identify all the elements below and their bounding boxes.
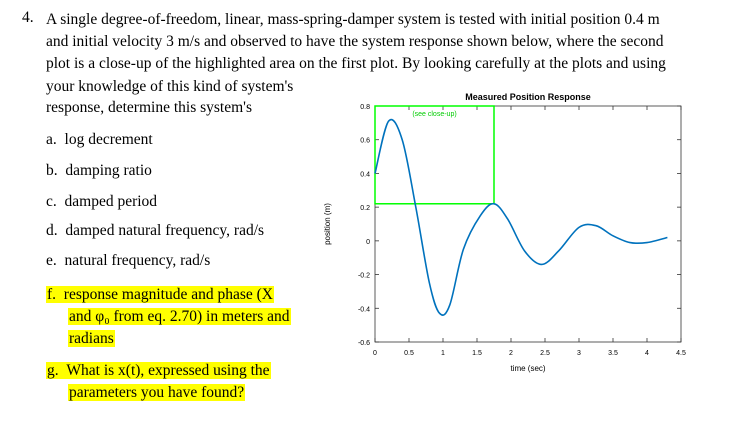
- item-text: parameters you have found?: [69, 384, 245, 401]
- x-tick-label: 1: [441, 350, 445, 357]
- y-tick-label: 0.8: [360, 104, 370, 111]
- y-tick-label: -0.6: [357, 340, 370, 347]
- item-d: [46, 220, 264, 241]
- item-text: damping ratio: [65, 162, 152, 179]
- item-text: and φ₀ from eq. 2.70) in meters and: [69, 308, 290, 325]
- y-axis-label: position (m): [323, 203, 332, 245]
- item-text: log decrement: [64, 131, 153, 148]
- x-tick-label: 4: [645, 350, 649, 357]
- item-e: [46, 250, 210, 271]
- x-tick-label: 0.5: [404, 350, 414, 357]
- close-up-label: (see close-up): [412, 111, 457, 118]
- item-c: [46, 191, 157, 212]
- x-axis-label: time (sec): [510, 364, 546, 373]
- problem-line-5: response, determine this system's: [46, 99, 252, 116]
- item-text: What is x(t), expressed using the: [66, 362, 270, 379]
- y-tick-label: 0: [366, 238, 370, 246]
- item-text: response magnitude and phase (X: [63, 286, 273, 303]
- item-letter: b.: [46, 162, 58, 179]
- item-f-line-3: [68, 328, 115, 349]
- position-response-chart: [316, 88, 696, 380]
- item-f-line-2: [68, 306, 291, 327]
- item-letter: g.: [47, 362, 59, 379]
- x-tick-label: 4.5: [676, 350, 686, 357]
- item-text: radians: [69, 330, 114, 347]
- problem-line-2: and initial velocity 3 m/s and observed to have the system response shown below, where the second: [46, 33, 664, 50]
- x-tick-label: 2: [509, 350, 513, 357]
- y-tick-label: -0.2: [357, 272, 370, 280]
- item-letter: d.: [46, 222, 58, 239]
- chart-title: Measured Position Response: [465, 92, 591, 102]
- item-g-line-1: [46, 360, 271, 381]
- item-text: damped period: [64, 193, 158, 210]
- x-tick-label: 3.5: [608, 350, 618, 357]
- y-tick-label: 0.4: [360, 171, 370, 179]
- item-letter: f.: [47, 286, 57, 303]
- item-g-line-2: [68, 382, 245, 403]
- x-tick-label: 0: [373, 350, 377, 357]
- y-tick-label: -0.4: [357, 306, 370, 314]
- y-tick-label: 0.6: [360, 137, 370, 145]
- problem-line-3: plot is a close-up of the highlighted area on the first plot. By looking carefully at the plots and using: [46, 55, 666, 72]
- item-letter: e.: [46, 252, 57, 269]
- item-b: [46, 160, 152, 181]
- item-text: damped natural frequency, rad/s: [65, 222, 265, 239]
- x-tick-label: 2.5: [540, 350, 550, 357]
- item-f-line-1: [46, 284, 274, 305]
- x-tick-label: 1.5: [472, 350, 482, 357]
- problem-line-4: your knowledge of this kind of system's: [46, 78, 294, 95]
- item-letter: c.: [46, 193, 57, 210]
- item-text: natural frequency, rad/s: [64, 252, 211, 269]
- item-a: [46, 129, 153, 150]
- plot-area: [375, 106, 681, 342]
- item-letter: a.: [46, 131, 57, 148]
- x-tick-label: 3: [577, 350, 581, 357]
- problem-line-1: A single degree-of-freedom, linear, mass-spring-damper system is tested with initial position 0.4 m: [46, 11, 660, 28]
- problem-number: 4.: [22, 9, 34, 26]
- y-tick-label: 0.2: [360, 205, 370, 213]
